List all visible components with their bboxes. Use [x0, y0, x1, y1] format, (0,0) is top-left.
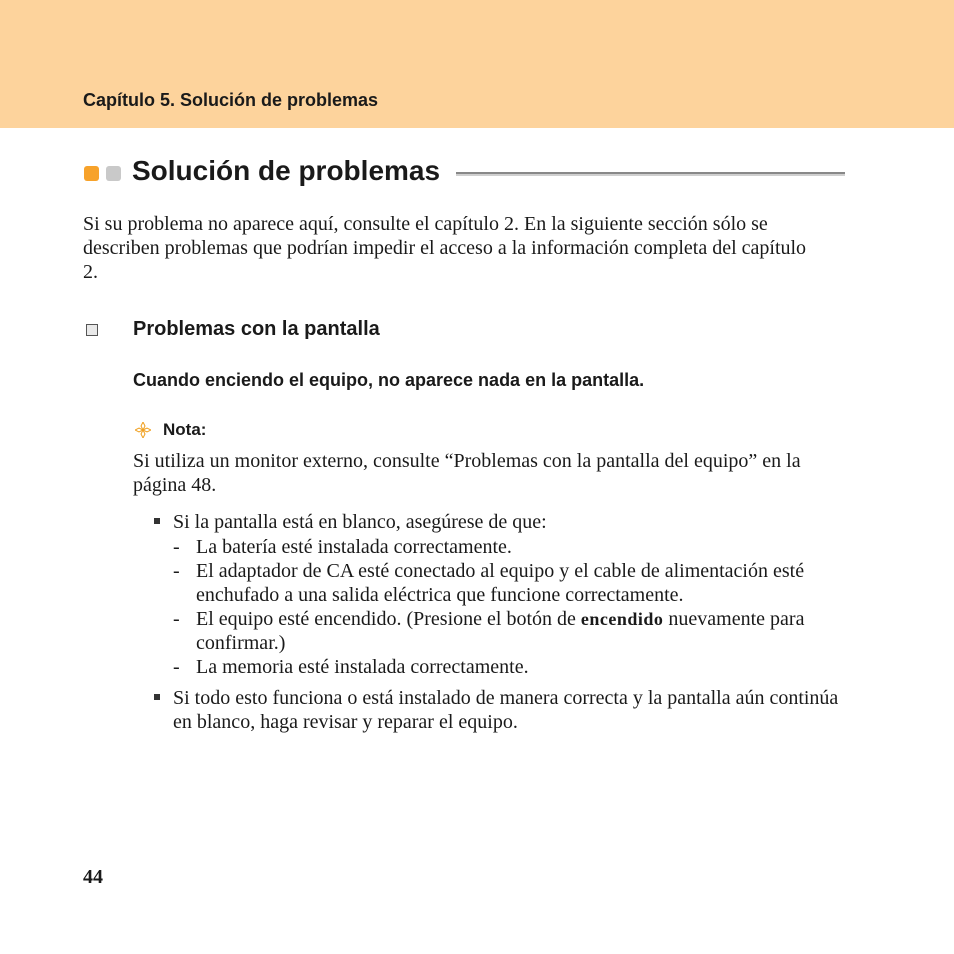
sub-item: El adaptador de CA esté conectado al equipo y el cable de alimentación esté enchufado a una salida eléctrica que funcione correctamente. [196, 560, 805, 606]
subsection-title: Problemas con la pantalla [133, 318, 380, 340]
sub-item: La memoria esté instalada correctamente. [196, 656, 529, 678]
sub-item: La batería esté instalada correctamente. [196, 536, 512, 558]
gray-square-icon [106, 166, 121, 181]
orange-square-icon [84, 166, 99, 181]
subsection-square-icon [86, 324, 98, 336]
note-text: Si utiliza un monitor externo, consulte “Problemas con la pantalla del equipo” en la página 48. [133, 450, 801, 496]
title-rule [456, 172, 845, 176]
bullet-item: Si todo esto funciona o está instalado de manera correcta y la pantalla aún continúa en blanco, haga revisar y reparar el equipo. [173, 687, 839, 733]
intro-paragraph: Si su problema no aparece aquí, consulte el capítulo 2. En la siguiente sección sólo se describen problemas que podrían impedir el acceso a la información completa del capítulo 2. [83, 213, 807, 283]
sub-item [196, 607, 856, 655]
bullet-square-icon [154, 518, 160, 524]
header-band [0, 0, 954, 128]
section-title: Solución de problemas [132, 155, 441, 186]
dash-marker: - [173, 608, 180, 630]
problem-question: Cuando enciendo el equipo, no aparece nada en la pantalla. [133, 370, 645, 390]
bullet-square-icon [154, 694, 160, 700]
page-number: 44 [83, 866, 103, 888]
sub-item-text: El equipo esté encendido. (Presione el botón de [196, 608, 581, 630]
bullet-item: Si la pantalla está en blanco, asegúrese de que: [173, 511, 547, 533]
dash-marker: - [173, 656, 180, 678]
section-title-row [83, 153, 845, 193]
dash-marker: - [173, 560, 180, 582]
dash-marker: - [173, 536, 180, 558]
diamond-star-icon [135, 422, 151, 438]
power-button-label: encendido [580, 609, 664, 629]
note-label: Nota: [163, 420, 207, 439]
chapter-label: Capítulo 5. Solución de problemas [83, 90, 379, 110]
sub-item-text: nuevamente para confirmar.) [196, 608, 805, 654]
